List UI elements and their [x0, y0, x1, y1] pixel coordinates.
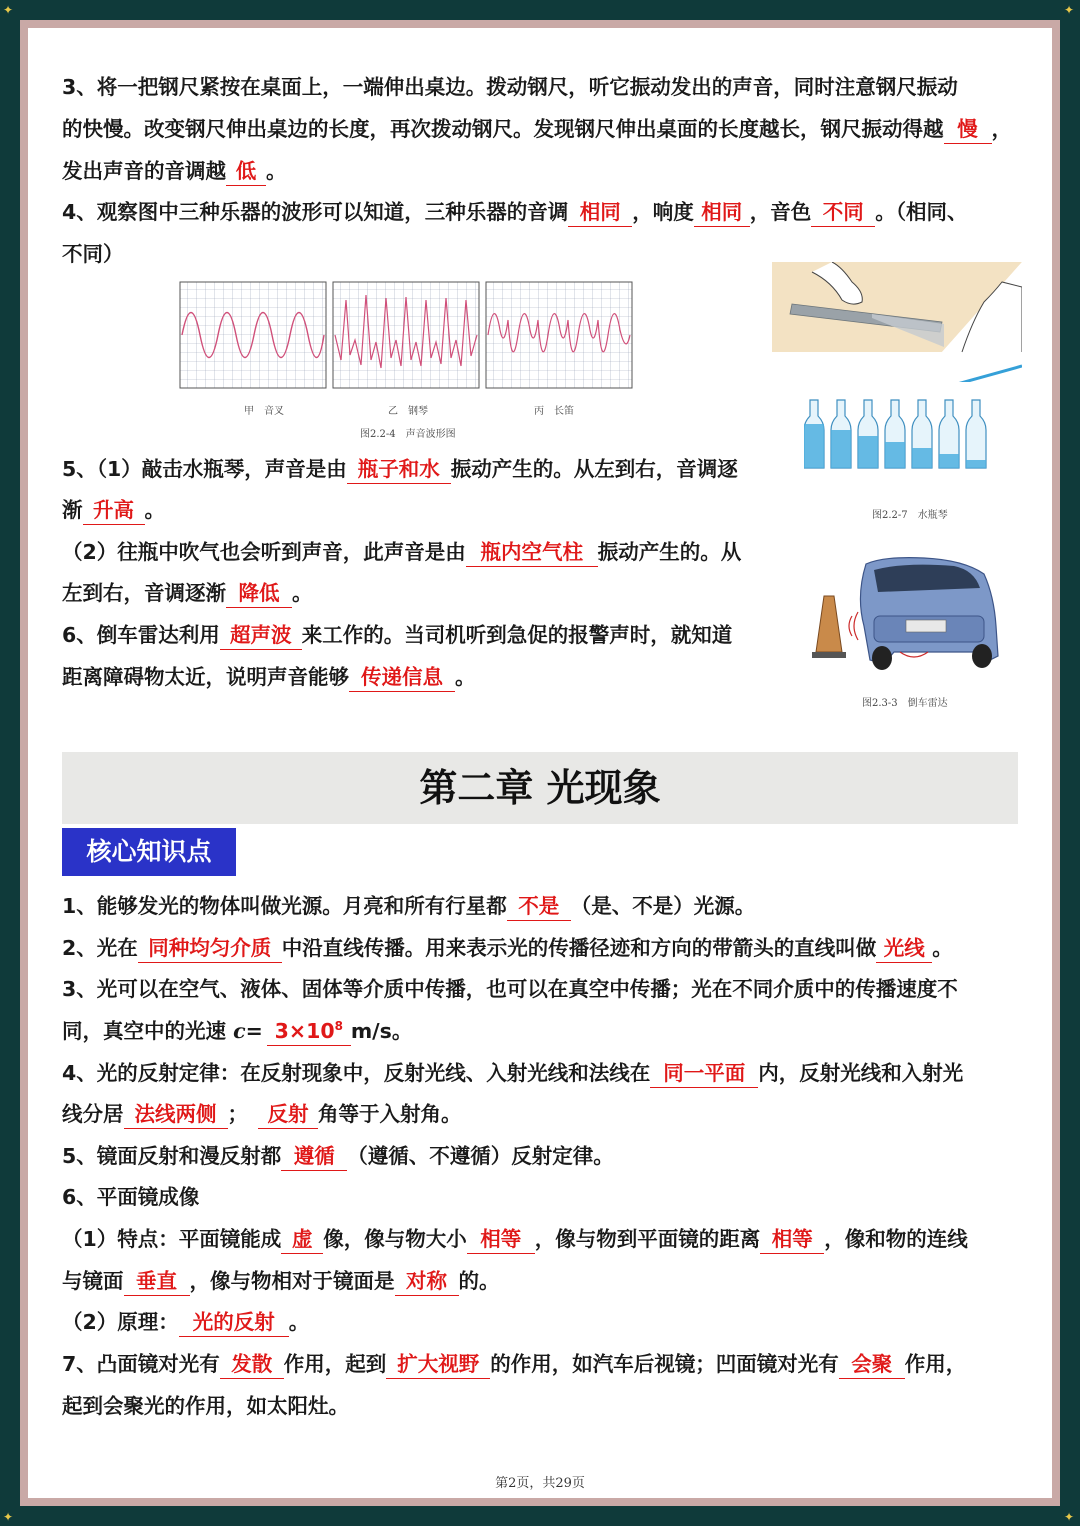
q5-line3: （2）往瓶中吹气也会听到声音，此声音是由 瓶内空气柱 振动产生的。从 [62, 532, 741, 574]
answer-blank: 光的反射 [179, 1308, 289, 1337]
sound-waveform-figure [178, 280, 633, 392]
reversing-radar-illustration [804, 556, 1000, 674]
wave-label-b: 乙 钢琴 [388, 406, 428, 417]
answer-blank: 会聚 [839, 1350, 905, 1379]
corner-star-icon: ✦ [1064, 1510, 1075, 1524]
waveform-panel-flute [486, 282, 632, 388]
bottle-figure-caption: 图2.2-7 水瓶琴 [872, 510, 948, 521]
light-point-3-line1: 3、光可以在空气、液体、固体等介质中传播，也可以在真空中传播；光在不同介质中的传播速度不 [62, 977, 958, 1001]
answer-blank: 传递信息 [349, 663, 455, 692]
q6-line2: 距离障碍物太近，说明声音能够 传递信息 。 [62, 657, 476, 699]
q3-line2: 的快慢。改变钢尺伸出桌边的长度，再次拨动钢尺。发现钢尺伸出桌面的长度越长，钢尺振动得越 慢 ， [62, 109, 1012, 151]
answer-blank: 同种均匀介质 [138, 934, 282, 963]
water-bottles-illustration [804, 394, 1000, 472]
corner-star-icon: ✦ [3, 1510, 14, 1524]
light-point-3-line2: 同，真空中的光速 $c= 3\times 10^8$ m/s。 [62, 1011, 412, 1053]
waveform-panel-piano [333, 282, 479, 388]
answer-blank: 降低 [226, 579, 292, 608]
answer-blank: 瓶内空气柱 [466, 538, 598, 567]
answer-blank: 对称 [395, 1267, 459, 1296]
car-figure-caption: 图2.3-3 倒车雷达 [862, 698, 948, 709]
answer-blank: 升高 [83, 496, 145, 525]
answer-blank: 同一平面 [650, 1059, 758, 1088]
answer-blank: 不同 [811, 198, 875, 227]
ruler-illustration [772, 262, 1022, 382]
wave-label-c: 丙 长笛 [534, 406, 574, 417]
q5-line1: 5、（1）敲击水瓶琴，声音是由 瓶子和水 振动产生的。从左到右，音调逐 [62, 449, 738, 491]
q5-line4: 左到右，音调逐渐 降低 。 [62, 573, 313, 615]
corner-star-icon: ✦ [3, 3, 14, 17]
light-point-5: 5、镜面反射和漫反射都 遵循 （遵循、不遵循）反射定律。 [62, 1136, 614, 1178]
light-point-2: 2、光在 同种均匀介质 中沿直线传播。用来表示光的传播径迹和方向的带箭头的直线叫做 光线 。 [62, 928, 953, 970]
light-point-1: 1、能够发光的物体叫做光源。月亮和所有行星都 不是 （是、不是）光源。 [62, 886, 755, 928]
answer-blank: 扩大视野 [386, 1350, 490, 1379]
light-point-6-line3: （2）原理： 光的反射 。 [62, 1302, 309, 1344]
chapter-title: 第二章 光现象 [419, 766, 661, 810]
answer-blank: 垂直 [124, 1267, 190, 1296]
answer-blank: 瓶子和水 [347, 455, 451, 484]
core-knowledge-label: 核心知识点 [62, 828, 236, 876]
answer-blank: 超声波 [220, 621, 302, 650]
light-point-4-line2: 线分居 法线两侧 ； 反射 角等于入射角。 [62, 1094, 462, 1136]
q6-line1: 6、倒车雷达利用 超声波 来工作的。当司机听到急促的报警声时，就知道 [62, 615, 732, 657]
answer-blank: 相等 [467, 1225, 535, 1254]
chapter-header [62, 752, 1018, 824]
q3-line3: 发出声音的音调越 低 。 [62, 151, 287, 193]
answer-blank: 低 [226, 157, 266, 186]
answer-blank: 光线 [876, 934, 932, 963]
answer-blank: 相等 [760, 1225, 824, 1254]
answer-blank: 虚 [281, 1225, 323, 1254]
answer-blank: 法线两侧 [124, 1100, 228, 1129]
light-point-6-line2: 与镜面 垂直 ，像与物相对于镜面是 对称 的。 [62, 1261, 500, 1303]
answer-blank: 相同 [568, 198, 632, 227]
q5-line2: 渐 升高 。 [62, 490, 165, 532]
answer-blank: 不是 [507, 892, 571, 921]
answer-blank: 遵循 [281, 1142, 347, 1171]
waveform-panel-tuning-fork [180, 282, 326, 388]
wave-label-a: 甲 音叉 [244, 406, 284, 417]
q4-line2: 不同） [62, 242, 124, 266]
page-number-footer: 第2页，共29页 [495, 1476, 585, 1491]
light-point-6-title: 6、平面镜成像 [62, 1185, 200, 1209]
corner-star-icon: ✦ [1064, 3, 1075, 17]
light-point-6-line1: （1）特点：平面镜能成 虚 像，像与物大小 相等 ，像与物到平面镜的距离 相等 ，像和物的连线 [62, 1219, 968, 1261]
q3-line1: 3、将一把钢尺紧按在桌面上，一端伸出桌边。拨动钢尺，听它振动发出的声音，同时注意钢尺振动 [62, 75, 958, 99]
answer-blank: 慢 [944, 115, 992, 144]
light-point-7-line1: 7、凸面镜对光有 发散 作用，起到 扩大视野 的作用，如汽车后视镜；凹面镜对光有 会聚 作用， [62, 1344, 966, 1386]
wave-figure-caption: 图2.2-4 声音波形图 [360, 429, 456, 440]
answer-blank: $3\times 10^8$ [267, 1012, 351, 1046]
light-point-7-line2: 起到会聚光的作用，如太阳灶。 [62, 1394, 349, 1418]
answer-blank: 相同 [694, 198, 750, 227]
answer-blank: 反射 [258, 1100, 318, 1129]
answer-blank: 发散 [220, 1350, 284, 1379]
q4-line1: 4、观察图中三种乐器的波形可以知道，三种乐器的音调 相同 ，响度 相同 ，音色 不同 。（相同、 [62, 192, 968, 234]
light-point-4-line1: 4、光的反射定律：在反射现象中，反射光线、入射光线和法线在 同一平面 内，反射光线和入射光 [62, 1053, 963, 1095]
